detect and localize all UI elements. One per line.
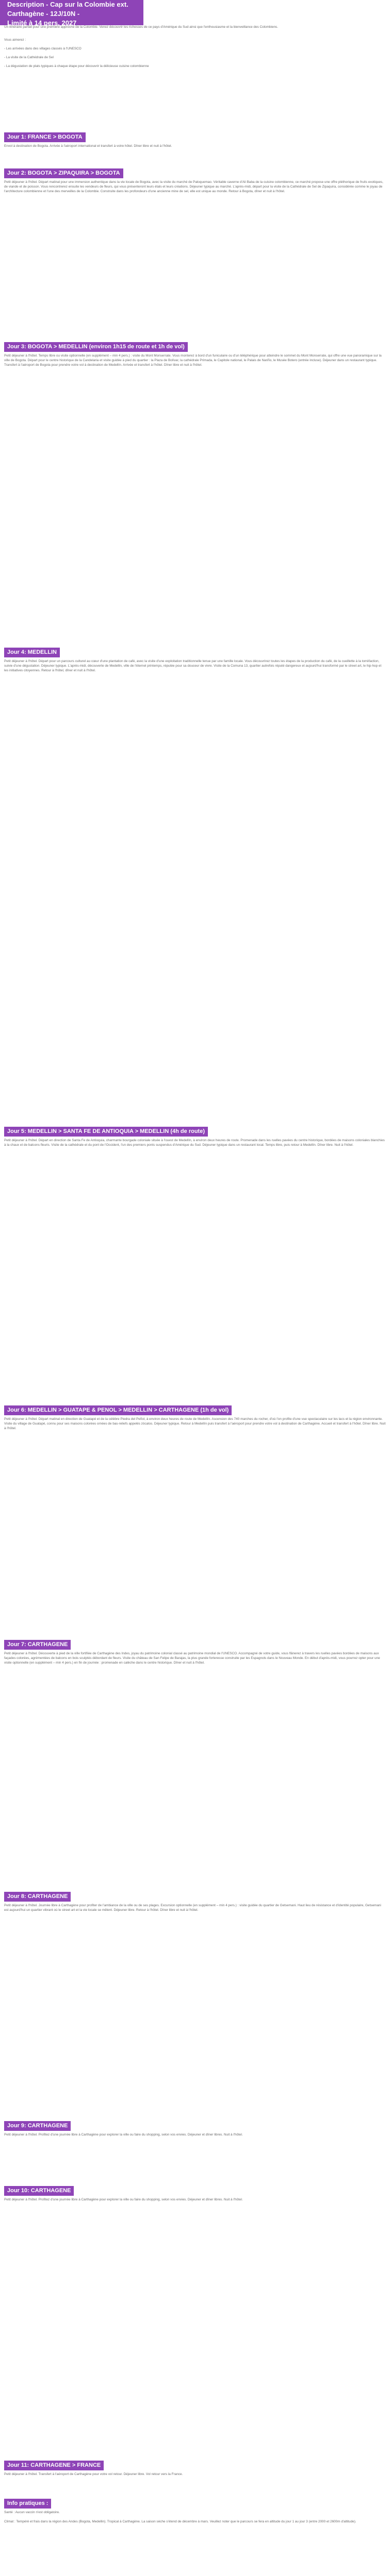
day-description: Petit déjeuner à l'hôtel. Temps libre ou visite optionnelle (en supplément – min 4 pers.) : visite du Mont Monserrate. Vous monterez à bord d'un funiculaire ou d'un téléphérique pour atteindre le sommet du Mont Monserrate, qui offre une vue panoramique sur la ville de Bogota. Départ pour le centre historique de la Candelaria et visite guidée à pied du quartier : la Plaza de Bolívar, la cathédrale Primada, le Capitole national, le Palais de Nariño, le Musée Botero (entrée incluse). Déjeuner dans un restaurant typique. Transfert à l'aéroport de Bogota pour prendre votre vol à destination de Medellín. Arrivée et transfert à l'hôtel. Dîner libre et nuit à l'hôtel. [4,354,382,367]
day-1 [4,132,386,153]
day-2 [4,168,386,198]
day-6 [4,1405,386,1435]
info-line: Climat : Tempéré et frais dans la région des Andes (Bogota, Medellin). Tropical à Carthagène. La saison sèche s'étend de décembre à mars. Veuillez noter que le parcours se fera en altitude du jour 1 au jour 3 (entre 2000 et 2600m d'altitude). [4,2519,356,2523]
day-label: Jour 6: MEDELLIN > GUATAPE & PENOL > MEDELLIN > CARTHAGENE (1h de vol) [4,1405,232,1415]
intro [4,25,386,73]
info-line: Santé : Aucun vaccin n'est obligatoire. [4,2511,60,2514]
day-description: Envol à destination de Bogota. Arrivée à l'aéroport international et transfert à votre hôtel. Dîner libre et nuit à l'hôtel. [4,144,172,148]
day-label: Jour 7: CARTHAGENE [4,1640,71,1650]
day-5 [4,1127,386,1152]
info-label: Info pratiques : [4,2499,51,2509]
day-10 [4,2186,386,2207]
day-description: Petit déjeuner à l'hôtel. Départ pour un parcours culturel au cœur d'une plantation de café, avec la visite d'une exploitation traditionnelle tenue par une famille locale. Vous découvrirez toutes les étapes de la production du café, de la cueillette à la torréfaction, suivie d'une dégustation. Déjeuner typique. L'après-midi, découverte de Medellin, ville de l'éternel printemps, réputée pour sa douceur de vivre. Visite de la Comuna 13, quartier autrefois réputé dangereux et aujourd'hui transformé par le street art, le hip-hop et les initiatives citoyennes. Retour à l'hôtel, dîner et nuit à l'hôtel. [4,659,382,672]
intro-paragraph: Un itinéraire parfait pour une première approche de la Colombie. Venez découvrir les richesses de ce pays d'Amérique du Sud ainsi que l'enthousiasme et la bienveillance des Colombiens. [4,25,279,29]
day-8 [4,1892,386,1917]
day-7 [4,1640,386,1670]
day-description: Petit déjeuner à l'hôtel. Départ matinal pour une immersion authentique dans la vie locale de Bogota, avec la visite du marché de Paloquemao. Véritable caverne d'Ali Baba de la cuisine colombienne, ce marché propose une offre pléthorique de fruits exotiques, de viande et de poisson. Vous rencontrerez ensuite les vendeurs de fleurs, qui vous présenteront leurs étals et leurs créations. Déjeuner typique au marché. L'après-midi, départ pour la visite de la Cathédrale de Sel de Zipaquira, considérée comme le joyau de l'architecture colombienne et l'une des merveilles de la Colombie. Construite dans les profondeurs d'une ancienne mine de sel, elle est unique au monde. Retour à Bogota, dîner et nuit à l'hôtel. [4,180,383,193]
day-4 [4,648,386,677]
day-description: Petit déjeuner à l'hôtel. Départ en direction de Santa Fe de Antioquia, charmante bourgade coloniale située à l'ouest de Medellín, à environ deux heures de route. Promenade dans les ruelles pavées du centre historique, bordées de maisons coloniales blanchies à la chaux et de balcons fleuris. Visite de la cathédrale et du pont de l'Occident, l'un des premiers ponts suspendus d'Amérique du Sud. Déjeuner typique dans un restaurant local. Temps libre, puis retour à Medellín. Dîner libre. Nuit à l'hôtel. [4,1139,385,1147]
day-description: Petit déjeuner à l'hôtel. Journée libre à Carthagène pour profiter de l'ambiance de la ville ou de ses plages. Excursion optionnelle (en supplément – min 4 pers.) : visite guidée du quartier de Getsemani. Haut lieu de résistance et d'identité populaire, Getsemani est aujourd'hui un quartier vibrant où le street art et la vie locale se mêlent. Déjeuner libre. Retour à l'hôtel. Dîner libre et nuit à l'hôtel. [4,1904,381,1912]
day-label: Jour 9: CARTHAGENE [4,2121,71,2131]
day-3 [4,342,386,372]
intro-list-item: - Les arrivées dans des villages classés à l'UNESCO [4,46,82,50]
day-description: Petit déjeuner à l'hôtel. Profitez d'une journée libre à Carthagène pour explorer la ville ou faire du shopping, selon vos envies. Déjeuner et dîner libres. Nuit à l'hôtel. [4,2133,243,2137]
day-description: Petit déjeuner à l'hôtel. Découverte à pied de la ville fortifiée de Carthagène des Indes, joyau du patrimoine colonial classé au patrimoine mondial de l'UNESCO. Accompagné de votre guide, vous flânerez à travers les ruelles pavées bordées de maisons aux façades colorées, agrémentées de balcons en bois sculptés débordant de fleurs. Visite du château de San Felipe de Barajas, la plus grande forteresse construite par les Espagnols dans le Nouveau Monde. En début d'après-midi, vous pourrez opter pour une visite optionnelle (en supplément – min 4 pers.) en fin de journée : promenade en calèche dans le centre historique. Dîner et nuit à l'hôtel. [4,1652,380,1665]
info-section [4,2499,386,2529]
day-description: Petit déjeuner à l'hôtel. Transfert à l'aéroport de Carthagène pour votre vol retour. Déjeuner libre. Vol retour vers la France. [4,2472,183,2476]
day-label: Jour 5: MEDELLIN > SANTA FE DE ANTIOQUIA > MEDELLIN (4h de route) [4,1127,208,1137]
day-label: Jour 3: BOGOTA > MEDELLIN (environ 1h15 de route et 1h de vol) [4,342,188,352]
day-9 [4,2121,386,2142]
day-label: Jour 2: BOGOTA > ZIPAQUIRA > BOGOTA [4,168,123,178]
day-description: Petit déjeuner à l'hôtel. Départ matinal en direction de Guatapé et de la célèbre Piedra del Peñol, à environ deux heures de route de Medellín. Ascension des 740 marches du rocher, d'où l'on profite d'une vue spectaculaire sur les lacs et la région environnante. Visite du village de Guatapé, connu pour ses maisons colorées ornées de bas-reliefs appelés zócalos. Déjeuner typique. Retour à Medellín puis transfert à l'aéroport pour prendre votre vol à destination de Carthagène. Accueil et transfert à l'hôtel. Dîner libre. Nuit à l'hôtel. [4,1417,386,1430]
day-description: Petit déjeuner à l'hôtel. Profitez d'une journée libre à Carthagène pour explorer la ville ou faire du shopping, selon vos envies. Déjeuner et dîner libres. Nuit à l'hôtel. [4,2198,243,2201]
intro-heading: Vous aimerez : [4,38,26,42]
intro-list-item: - La dégustation de plats typiques à chaque étape pour découvrir la délicieuse cuisine colombienne [4,64,149,68]
day-label: Jour 1: FRANCE > BOGOTA [4,132,86,142]
day-label: Jour 8: CARTHAGENE [4,1892,71,1902]
day-label: Jour 4: MEDELLIN [4,648,60,657]
page-title [0,0,143,25]
title-line-2: Limité à 14 pers. 2027 [7,19,77,27]
day-11 [4,2461,386,2481]
day-label: Jour 10: CARTHAGENE [4,2186,74,2196]
day-label: Jour 11: CARTHAGENE > FRANCE [4,2461,104,2470]
intro-list-item: - La visite de la Cathédrale de Sel [4,55,54,59]
title-line-1: Description - Cap sur la Colombie ext. Carthagène - 12J/10N - [7,1,128,18]
